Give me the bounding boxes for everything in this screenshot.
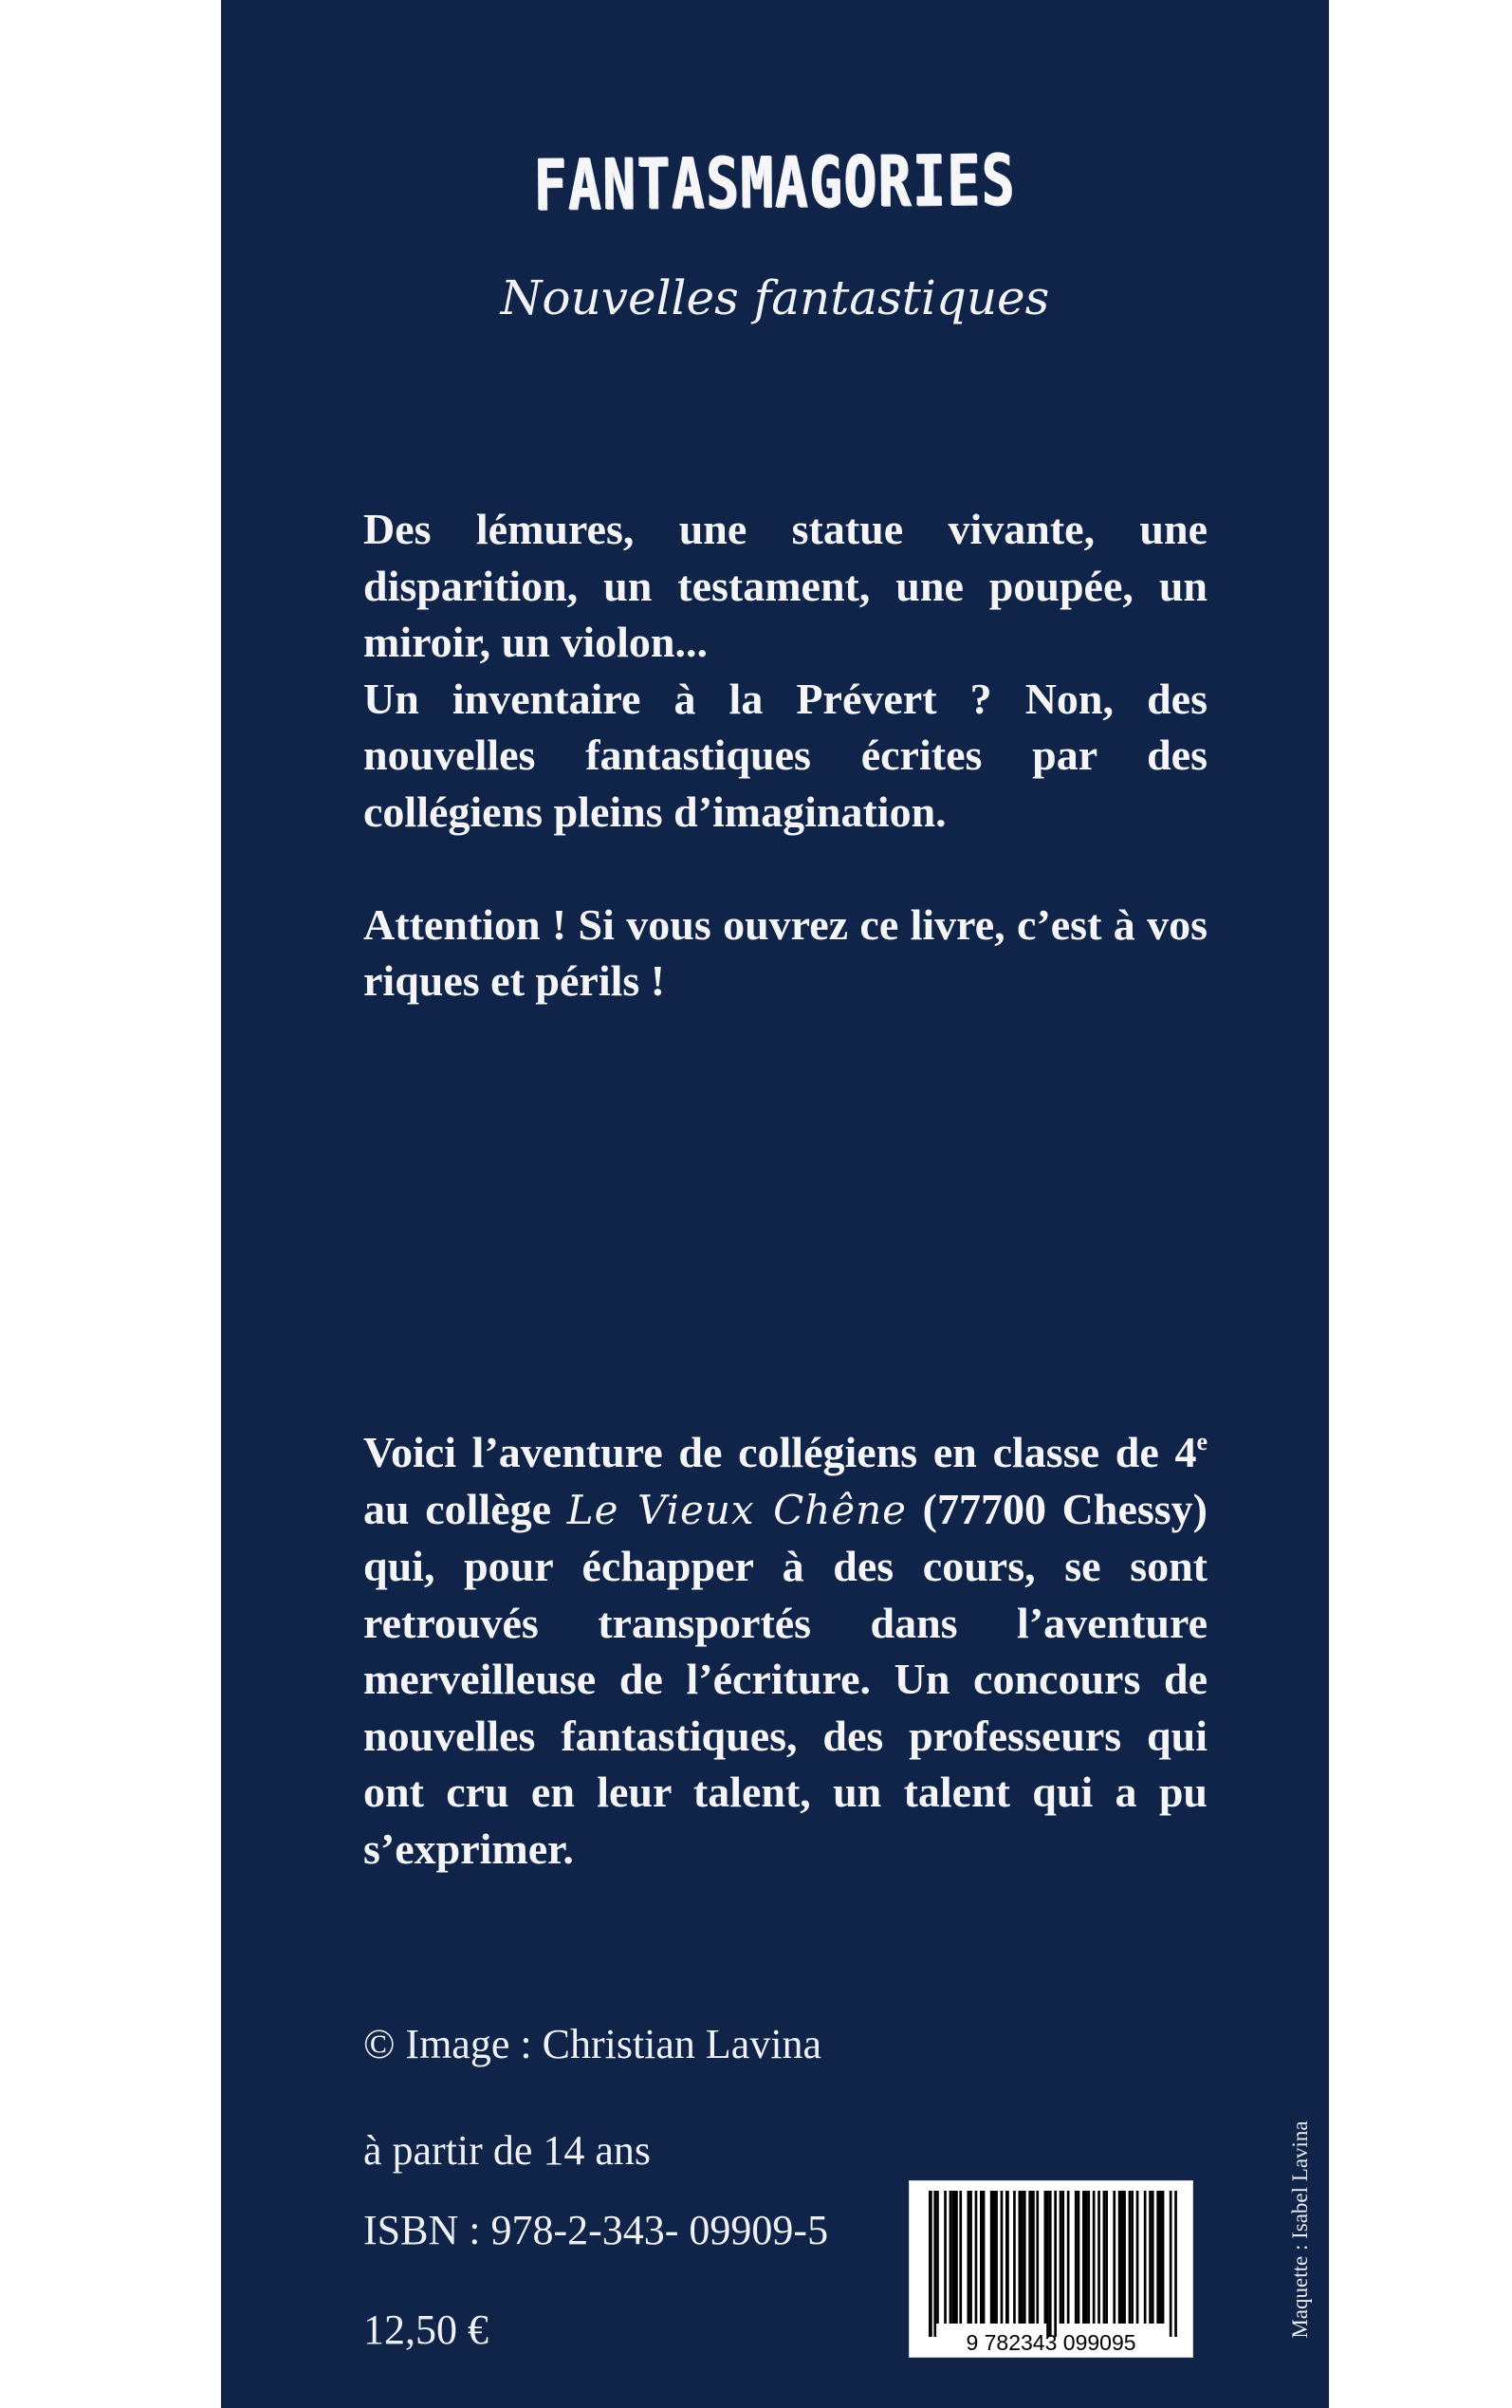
barcode-bar — [954, 2191, 958, 2324]
story-text: au collège — [363, 1484, 567, 1533]
book-title: FANTASMAGORIES — [533, 139, 1017, 227]
barcode-bar — [1049, 2191, 1052, 2337]
barcode-bar — [1123, 2191, 1126, 2324]
school-name: Le Vieux Chêne — [566, 1486, 908, 1533]
barcode-graphic — [910, 2181, 1192, 2357]
barcode-bar — [1031, 2191, 1035, 2324]
story-text: (77700 Chessy) qui, pour échapper à des cours, se sont retrouvés transportés dans l’aventure merveilleuse de l’écriture. Un concours de nouvelles fantastiques, des professeurs qui ont cru en leur talent, un talent qui a pu s’exprimer. — [363, 1484, 1208, 1873]
barcode-bar — [1118, 2191, 1121, 2324]
barcode-bar — [1013, 2191, 1016, 2324]
barcode-bar — [936, 2191, 939, 2324]
barcode-bar — [1021, 2191, 1023, 2324]
barcode-bar — [959, 2191, 962, 2324]
barcode-bar — [1087, 2191, 1090, 2324]
barcode-bar — [950, 2191, 952, 2324]
barcode-bar — [1103, 2191, 1106, 2324]
barcode-bar — [995, 2191, 998, 2324]
barcode-bar — [1129, 2191, 1132, 2324]
blurb-paragraph: Un inventaire à la Prévert ? Non, des nouvelles fantastiques écrites par des collégiens pleins d’imagination. — [363, 674, 1208, 836]
barcode-bar — [1067, 2191, 1070, 2324]
barcode-bar — [1152, 2191, 1154, 2324]
barcode-bar — [1097, 2191, 1100, 2324]
blurb-story — [363, 1424, 1208, 1877]
barcode-bar — [1085, 2191, 1088, 2324]
ordinal-superscript: e — [1196, 1428, 1208, 1455]
barcode-bar — [983, 2191, 986, 2324]
barcode-bar — [1001, 2191, 1004, 2324]
barcode-bar — [1156, 2191, 1159, 2324]
barcode-bar — [1144, 2191, 1147, 2324]
barcode-bar — [1113, 2191, 1116, 2324]
barcode-digits: 9 782343 099095 — [966, 2330, 1136, 2355]
barcode-bar — [1093, 2191, 1096, 2324]
barcode-bar — [1075, 2191, 1078, 2324]
barcode-bar — [929, 2191, 932, 2337]
barcode-bar — [1046, 2191, 1049, 2337]
barcode-bar — [990, 2191, 993, 2324]
blurb-paragraph: Des lémures, une statue vivante, une disparition, un testament, une poupée, un miroir, un violon... — [363, 505, 1208, 666]
barcode-bar — [1170, 2191, 1172, 2337]
barcode-bar — [969, 2191, 972, 2324]
image-credit: © Image : Christian Lavina — [363, 2021, 822, 2067]
maquette-credit: Maquette : Isabel Lavina — [1288, 2121, 1312, 2339]
barcode-bar — [1028, 2191, 1031, 2324]
maquette-credit-box — [1282, 2121, 1319, 2339]
blurb-top — [363, 501, 1208, 1010]
barcode-bar — [1005, 2191, 1009, 2324]
barcode-bar — [1078, 2191, 1080, 2324]
barcode-bar — [1131, 2191, 1134, 2324]
barcode-bar — [1174, 2191, 1177, 2337]
barcode-bar — [1149, 2191, 1152, 2324]
barcode-bar — [1105, 2191, 1108, 2324]
barcode — [909, 2180, 1193, 2358]
barcode-bar — [1036, 2191, 1039, 2324]
barcode-bar — [944, 2191, 947, 2324]
book-subtitle: Nouvelles fantastiques — [500, 270, 1050, 325]
barcode-bar — [1023, 2191, 1026, 2324]
barcode-bar — [1054, 2191, 1057, 2337]
blurb-warning: Attention ! Si vous ouvrez ce livre, c’est à vos riques et périls ! — [363, 899, 1208, 1005]
barcode-bar — [1162, 2191, 1165, 2324]
back-cover — [221, 0, 1329, 2408]
barcode-bar — [933, 2191, 936, 2337]
isbn: ISBN : 978-2-343- 09909-5 — [363, 2207, 829, 2253]
barcode-bar — [1061, 2191, 1064, 2324]
barcode-bar — [951, 2191, 954, 2324]
barcode-bar — [1136, 2191, 1139, 2324]
barcode-bar — [975, 2191, 978, 2324]
story-paragraph — [363, 1424, 1208, 1877]
age-rating: à partir de 14 ans — [363, 2127, 651, 2174]
price: 12,50 € — [363, 2306, 489, 2353]
story-text: Voici l’aventure de collégiens en classe de 4 — [363, 1428, 1197, 1476]
barcode-bar — [1060, 2191, 1062, 2324]
